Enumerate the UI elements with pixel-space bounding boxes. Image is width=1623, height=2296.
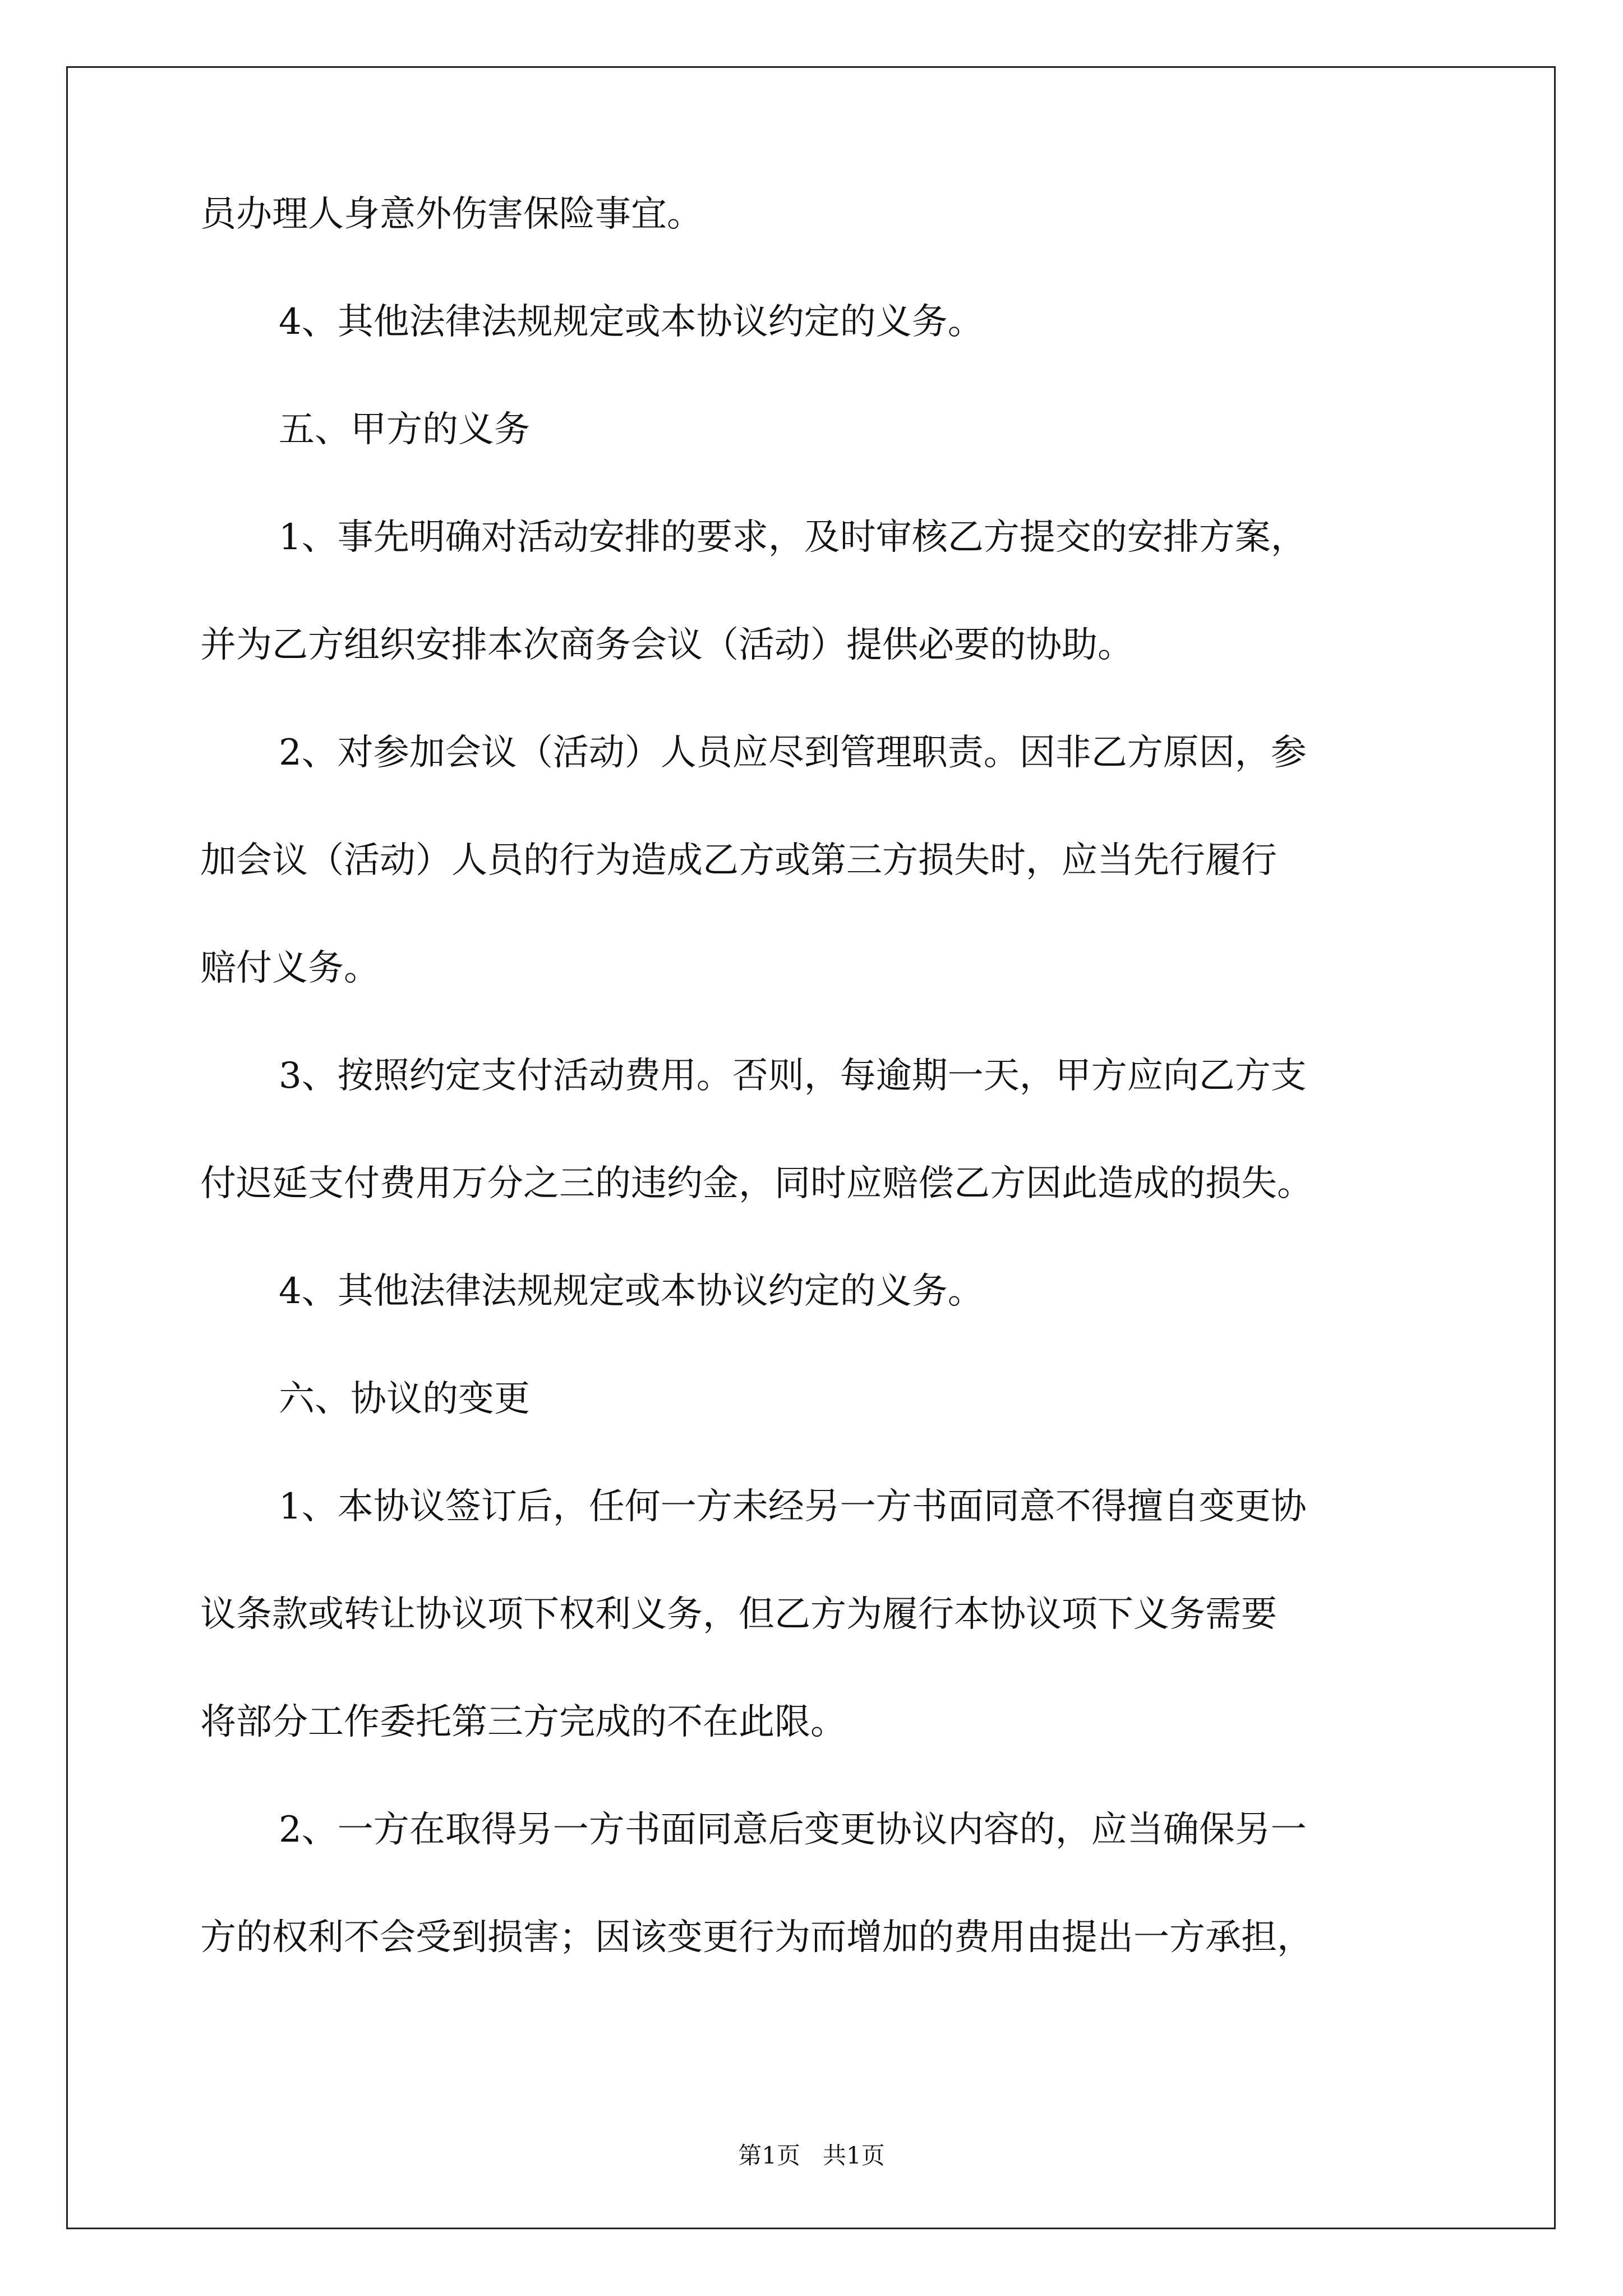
page-border [66, 66, 1556, 2229]
page-number: 第1页 [738, 2142, 800, 2169]
text-line-6: 2、对参加会议（活动）人员应尽到管理职责。因非乙方原因，参 [279, 732, 1307, 774]
page-footer [0, 2137, 1623, 2171]
text-line-2: 4、其他法律法规规定或本协议约定的义务。 [279, 301, 984, 343]
text-line-8: 赔付义务。 [200, 947, 380, 989]
text-line-4: 1、事先明确对活动安排的要求，及时审核乙方提交的安排方案， [279, 517, 1307, 558]
text-line-15: 将部分工作委托第三方完成的不在此限。 [200, 1701, 846, 1743]
text-line-1: 员办理人身意外伤害保险事宜。 [200, 194, 703, 235]
text-line-17: 方的权利不会受到损害；因该变更行为而增加的费用由提出一方承担， [200, 1917, 1313, 1958]
text-line-5: 并为乙方组织安排本次商务会议（活动）提供必要的协助。 [200, 624, 1133, 666]
section-heading-6: 六、协议的变更 [279, 1378, 530, 1420]
text-line-10: 付迟延支付费用万分之三的违约金，同时应赔偿乙方因此造成的损失。 [200, 1163, 1313, 1204]
text-line-7: 加会议（活动）人员的行为造成乙方或第三方损失时，应当先行履行 [200, 840, 1277, 881]
text-line-13: 1、本协议签订后，任何一方未经另一方书面同意不得擅自变更协 [279, 1486, 1307, 1527]
text-line-9: 3、按照约定支付活动费用。否则，每逾期一天，甲方应向乙方支 [279, 1055, 1307, 1097]
text-line-11: 4、其他法律法规规定或本协议约定的义务。 [279, 1271, 984, 1312]
text-line-16: 2、一方在取得另一方书面同意后变更协议内容的，应当确保另一 [279, 1809, 1307, 1851]
text-line-14: 议条款或转让协议项下权利义务，但乙方为履行本协议项下义务需要 [200, 1594, 1277, 1635]
section-heading-5: 五、甲方的义务 [279, 409, 530, 450]
page-total: 共1页 [823, 2142, 885, 2169]
